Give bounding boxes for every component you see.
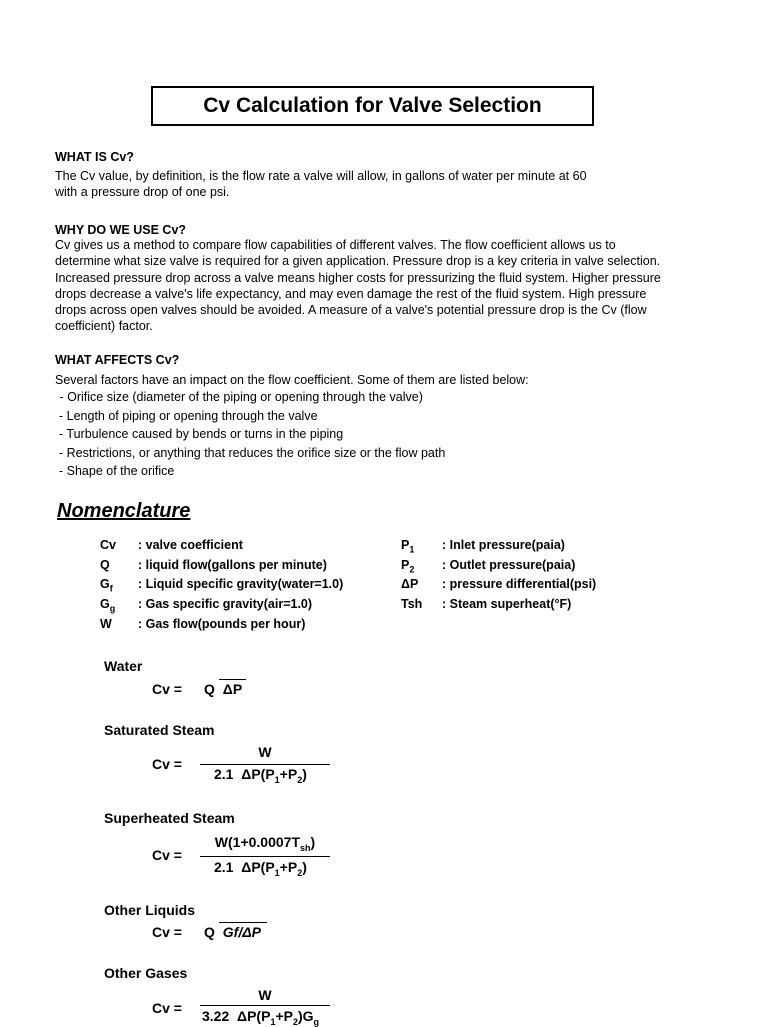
- nomenclature-symbol: $P_1$: [401, 538, 415, 555]
- section-heading-why-use-cv: WHY DO WE USE Cv?: [55, 223, 187, 237]
- list-item: - Orifice size (diameter of the piping or opening through the valve): [56, 390, 423, 404]
- fraction-bar: [200, 1005, 330, 1006]
- sqrt-radicand: ΔP: [219, 679, 246, 697]
- cv-label: Cv =: [152, 847, 182, 863]
- formula-numerator: W: [258, 987, 272, 1003]
- fraction-bar: [200, 856, 330, 857]
- page-title: Cv Calculation for Valve Selection: [151, 86, 594, 126]
- list-item: - Shape of the orifice: [59, 464, 175, 479]
- nomenclature-row: [401, 574, 596, 594]
- nomenclature-symbol: Cv: [100, 538, 116, 552]
- nomenclature-row: [100, 555, 327, 575]
- nomenclature-symbol: Tsh: [401, 597, 423, 611]
- nomenclature-desc: : valve coefficient: [138, 538, 243, 552]
- cv-label: Cv =: [152, 1000, 182, 1016]
- nomenclature-desc: : Gas specific gravity(air=1.0): [138, 597, 313, 611]
- list-item: - Turbulence caused by bends or turns in the piping: [59, 427, 344, 442]
- nomenclature-row: [100, 535, 243, 555]
- text-line: drops decrease a valve's life expectancy, and may even damage the rest of the fluid system. High pressure: [55, 286, 647, 301]
- nomenclature-desc: : Gas flow(pounds per hour): [138, 617, 306, 631]
- factor-list: [56, 388, 445, 481]
- section-body-why-use-cv: [55, 237, 661, 335]
- nomenclature-symbol: $P_2$: [401, 558, 415, 575]
- nomenclature-desc: : Inlet pressure(paia): [442, 538, 565, 552]
- text-line: with a pressure drop of one psi.: [55, 185, 230, 200]
- section-intro-what-affects-cv: Several factors have an impact on the flow coefficient. Some of them are listed below:: [55, 373, 529, 387]
- cv-label: Cv =: [152, 681, 182, 697]
- list-item: - Restrictions, or anything that reduces the orifice size or the flow path: [59, 445, 446, 460]
- formula-denominator: 2.1 $\Delta P(P_1+P_2)$: [214, 766, 307, 785]
- cv-label: Cv =: [152, 756, 182, 772]
- cv-label: Cv =: [152, 924, 182, 940]
- nomenclature-symbol: $G_f$: [100, 577, 113, 594]
- nomenclature-row: [100, 594, 312, 614]
- text-line: Cv gives us a method to compare flow capabilities of different valves. The flow coefficient allows us to: [55, 238, 616, 252]
- formula-heading-saturated-steam: Saturated Steam: [104, 722, 215, 738]
- list-item: - Length of piping or opening through the valve: [59, 408, 318, 423]
- text-line: coefficient) factor.: [55, 319, 153, 334]
- nomenclature-desc: : pressure differential(psi): [442, 577, 597, 591]
- formula-heading-other-liquids: Other Liquids: [104, 902, 195, 918]
- sqrt-radicand: Gf/ΔP: [219, 922, 267, 940]
- nomenclature-symbol: Q: [100, 558, 110, 572]
- nomenclature-desc: : Outlet pressure(paia): [442, 558, 576, 572]
- formula-numerator: W: [258, 744, 272, 760]
- formula-heading-other-gases: Other Gases: [104, 965, 188, 981]
- fraction-bar: [200, 764, 330, 765]
- nomenclature-symbol: $G_g$: [100, 597, 116, 614]
- nomenclature-desc: : Liquid specific gravity(water=1.0): [138, 577, 344, 591]
- nomenclature-row: [401, 535, 565, 555]
- formula-water: Q ΔP: [204, 681, 246, 697]
- formula-numerator: $W(1+0.0007T_{sh})$: [214, 834, 316, 853]
- nomenclature-row: [100, 614, 305, 634]
- nomenclature-desc: : liquid flow(gallons per minute): [138, 558, 327, 572]
- section-heading-what-is-cv: WHAT IS Cv?: [55, 150, 134, 164]
- formula-other-liquids: Q Gf/ΔP: [204, 924, 267, 940]
- text-line: The Cv value, by definition, is the flow rate a valve will allow, in gallons of water per minute at 60: [55, 169, 587, 183]
- text-line: determine what size valve is required for a given application. Pressure drop is a key criteria in valve selection.: [55, 254, 661, 269]
- section-heading-what-affects-cv: WHAT AFFECTS Cv?: [55, 353, 180, 367]
- section-body-what-is-cv: [55, 168, 587, 201]
- formula-denominator: 2.1 $\Delta P(P_1+P_2)$: [214, 859, 307, 878]
- nomenclature-desc: : Steam superheat(°F): [442, 597, 572, 611]
- nomenclature-row: [100, 574, 343, 594]
- nomenclature-symbol: W: [100, 617, 112, 631]
- text-line: Increased pressure drop across a valve means higher costs for pressurizing the fluid system. Higher pressure: [55, 270, 661, 285]
- nomenclature-row: [401, 594, 571, 614]
- formula-heading-superheated-steam: Superheated Steam: [104, 810, 235, 826]
- text-line: drops across open valves should be avoided. A measure of a valve's potential pressure drop is the Cv (flow: [55, 303, 647, 318]
- nomenclature-symbol: ΔP: [401, 577, 419, 591]
- formula-denominator: 3.22 $\Delta P(P_1+P_2)G_g$: [202, 1008, 320, 1027]
- formula-heading-water: Water: [104, 658, 143, 674]
- nomenclature-row: [401, 555, 575, 575]
- nomenclature-title: Nomenclature: [57, 500, 191, 522]
